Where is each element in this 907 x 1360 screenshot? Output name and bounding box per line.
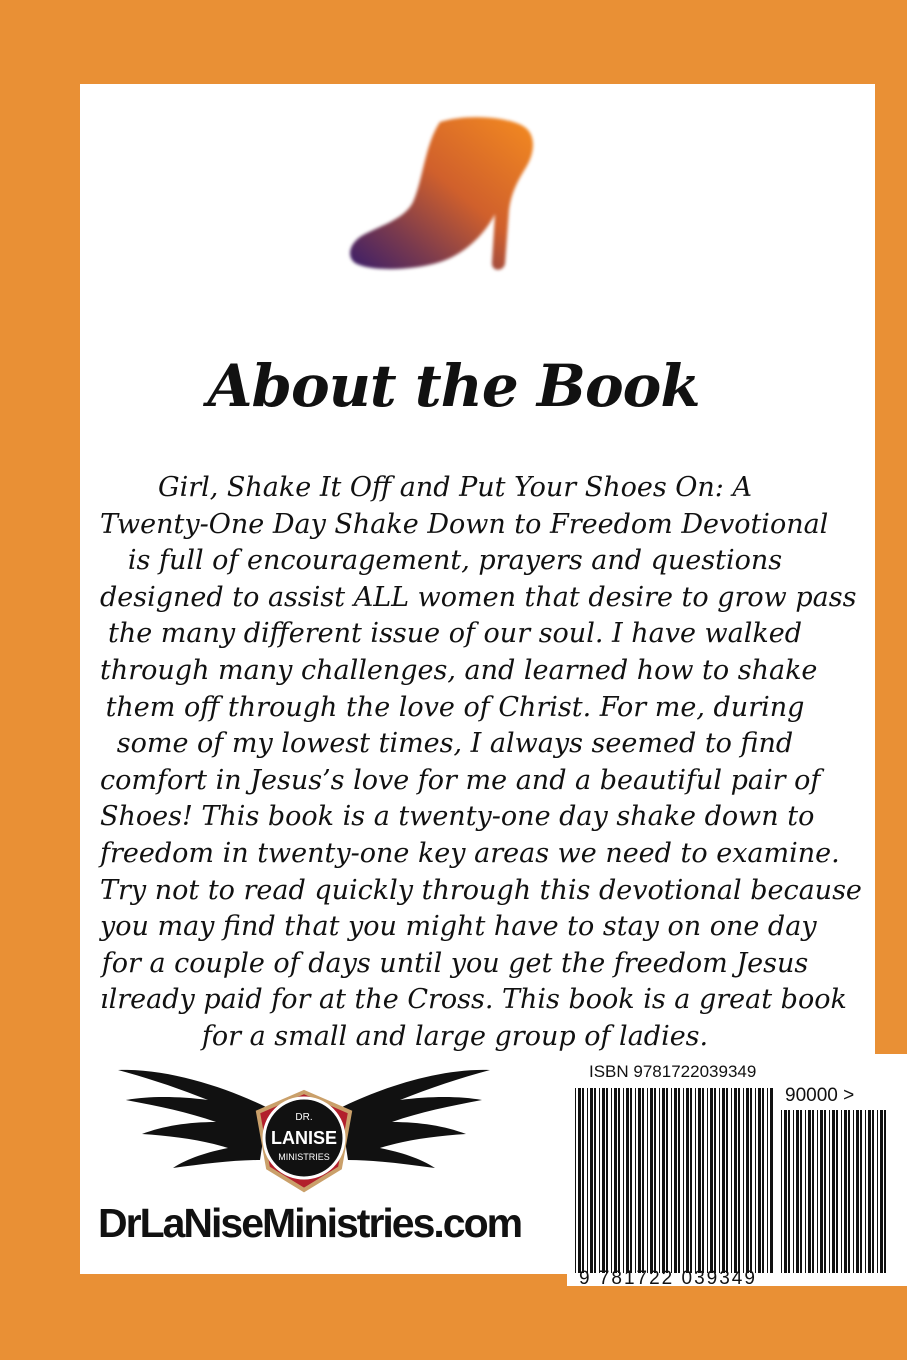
website-url[interactable]: DrLaNiseMinistries.com xyxy=(98,1200,522,1246)
barcode-bar xyxy=(868,1110,871,1273)
description-line: the many different issue of our soul. I have walked xyxy=(107,618,803,650)
description-line: is full of encouragement, prayers and questions xyxy=(127,545,783,577)
barcode-bar xyxy=(808,1110,811,1273)
barcode-bar xyxy=(707,1088,708,1273)
barcode-bar xyxy=(671,1088,672,1273)
barcode-bar xyxy=(788,1110,790,1273)
barcode-bar xyxy=(738,1088,740,1273)
barcode-bar xyxy=(647,1088,648,1273)
barcode-bar xyxy=(770,1088,773,1273)
description-line: for a couple of days until you get the freedom Jesus xyxy=(101,947,809,979)
barcode-bar xyxy=(856,1110,859,1273)
logo-name-text: LANISE xyxy=(270,1128,338,1148)
barcode-bar xyxy=(630,1088,632,1273)
barcode-bar xyxy=(654,1088,656,1273)
barcode-bar xyxy=(860,1110,862,1273)
barcode-bar xyxy=(638,1088,641,1273)
barcode-bar xyxy=(726,1088,728,1273)
barcode-bar xyxy=(877,1110,878,1273)
barcode-bar xyxy=(824,1110,826,1273)
description-line: them off through the love of Christ. For me, during xyxy=(105,691,805,723)
barcode-bar xyxy=(635,1088,636,1273)
barcode-bar xyxy=(829,1110,830,1273)
description-line: ılready paid for at the Cross. This book is a great book xyxy=(100,984,847,1016)
barcode-bar xyxy=(805,1110,806,1273)
barcode-bar xyxy=(678,1088,680,1273)
isbn-barcode xyxy=(574,1088,774,1273)
barcode-bar xyxy=(698,1088,701,1273)
barcode-bar xyxy=(575,1088,576,1273)
barcode-bar xyxy=(781,1110,782,1273)
barcode-bar xyxy=(746,1088,749,1273)
barcode-bar xyxy=(853,1110,854,1273)
barcode-bar xyxy=(750,1088,752,1273)
barcode-bar xyxy=(880,1110,883,1273)
barcode-bar xyxy=(844,1110,847,1273)
barcode-bar xyxy=(602,1088,605,1273)
barcode-bar xyxy=(690,1088,692,1273)
barcode-bar xyxy=(674,1088,677,1273)
barcode-bar xyxy=(719,1088,720,1273)
barcode-bar xyxy=(642,1088,644,1273)
page-title: About the Book xyxy=(207,352,700,420)
winged-emblem-logo xyxy=(118,1048,490,1194)
barcode-bar xyxy=(662,1088,665,1273)
barcode-bar xyxy=(767,1088,768,1273)
barcode-bar xyxy=(743,1088,744,1273)
description-line: you may find that you might have to stay on one day xyxy=(100,911,817,943)
barcode-bar xyxy=(734,1088,737,1273)
isbn-label: ISBN 9781722039349 xyxy=(589,1062,757,1081)
barcode-bar xyxy=(848,1110,850,1273)
barcode-bar xyxy=(686,1088,689,1273)
barcode-bar xyxy=(800,1110,802,1273)
barcode-bar xyxy=(836,1110,838,1273)
description-line: Try not to read quickly through this devotional because xyxy=(100,874,862,906)
barcode-bar xyxy=(841,1110,842,1273)
barcode-bar xyxy=(714,1088,716,1273)
barcode-bar xyxy=(784,1110,787,1273)
barcode-bar xyxy=(614,1088,617,1273)
barcode-bar xyxy=(796,1110,799,1273)
description-line: designed to assist ALL women that desire to grow pass xyxy=(100,581,857,613)
barcode-bar xyxy=(599,1088,600,1273)
barcode-bar xyxy=(758,1088,761,1273)
book-description xyxy=(100,470,862,1056)
description-line: for a small and large group of ladies. xyxy=(201,1020,709,1052)
price-addon-barcode xyxy=(780,1110,888,1273)
barcode-bar xyxy=(865,1110,866,1273)
logo-dr-text: DR. xyxy=(295,1112,313,1123)
barcode-bar xyxy=(594,1088,596,1273)
logo-ministries-text: MINISTRIES xyxy=(278,1152,330,1162)
barcode-bar xyxy=(590,1088,593,1273)
description-line: Shoes! This book is a twenty-one day shake down to xyxy=(100,801,815,833)
barcode-bar xyxy=(755,1088,756,1273)
barcode-bar xyxy=(832,1110,835,1273)
description-line: through many challenges, and learned how to shake xyxy=(100,654,818,686)
barcode-bar xyxy=(812,1110,814,1273)
barcode-bar xyxy=(793,1110,794,1273)
barcode-bar xyxy=(762,1088,764,1273)
barcode-bar xyxy=(623,1088,624,1273)
barcode-bar xyxy=(626,1088,629,1273)
description-line: freedom in twenty-one key areas we need to examine. xyxy=(100,837,840,869)
barcode-bar xyxy=(731,1088,732,1273)
barcode-bar xyxy=(611,1088,612,1273)
barcode-bar xyxy=(884,1110,886,1273)
price-code: 90000 > xyxy=(785,1085,855,1106)
barcode-bar xyxy=(710,1088,713,1273)
barcode-bar xyxy=(702,1088,704,1273)
barcode-bar xyxy=(606,1088,608,1273)
isbn-digits: 9 781722 039349 xyxy=(579,1268,757,1289)
description-line: Twenty-One Day Shake Down to Freedom Devotional xyxy=(100,508,829,540)
barcode-bar xyxy=(618,1088,620,1273)
barcode-bar xyxy=(578,1088,581,1273)
barcode-bar xyxy=(872,1110,874,1273)
barcode-bar xyxy=(587,1088,588,1273)
description-line: comfort in Jesus’s love for me and a beautiful pair of xyxy=(100,764,821,796)
barcode-bar xyxy=(820,1110,823,1273)
barcode-bar xyxy=(817,1110,818,1273)
barcode-bar xyxy=(666,1088,668,1273)
barcode-bar xyxy=(695,1088,696,1273)
barcode-bar xyxy=(722,1088,725,1273)
barcode-bar xyxy=(683,1088,684,1273)
barcode-bar xyxy=(659,1088,660,1273)
high-heel-shoe-icon xyxy=(345,114,545,274)
barcode-bar xyxy=(650,1088,653,1273)
description-line: some of my lowest times, I always seemed to find xyxy=(116,728,794,760)
barcode-bar xyxy=(582,1088,584,1273)
description-line: Girl, Shake It Off and Put Your Shoes On: A xyxy=(158,472,752,503)
